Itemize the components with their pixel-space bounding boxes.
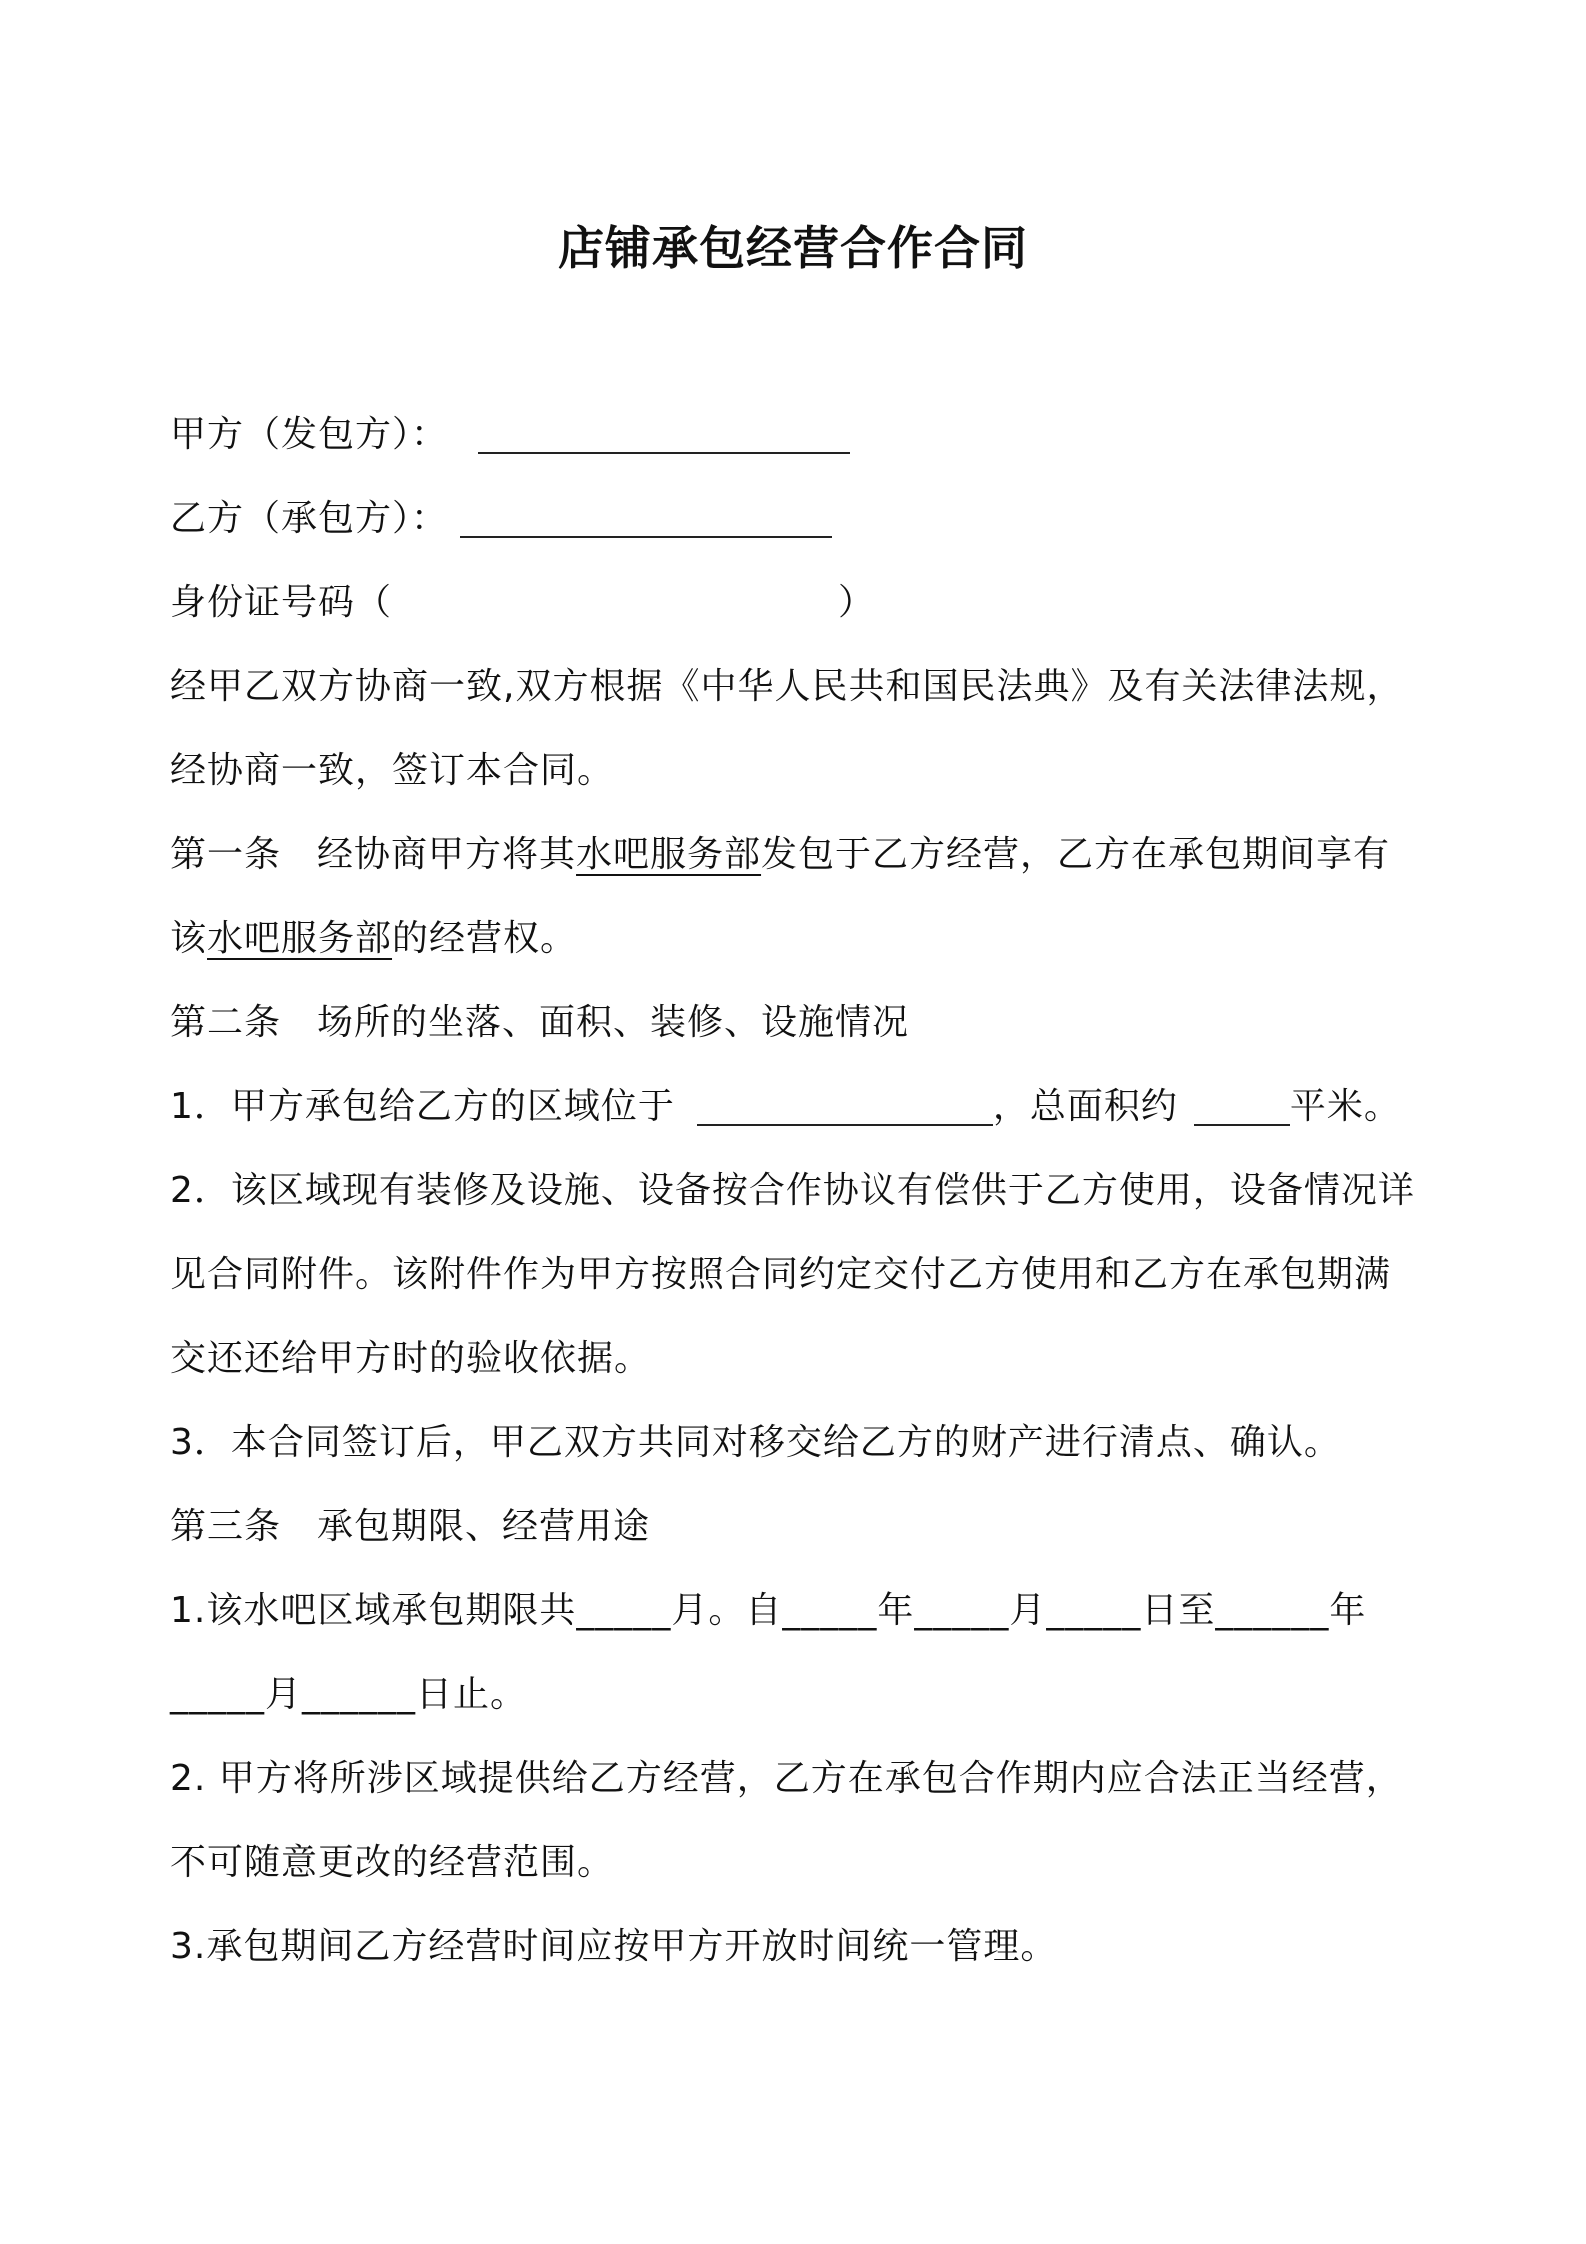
article-2-item-1-unit: 平米。 bbox=[1289, 1086, 1401, 1127]
article-2-title: 场所的坐落、面积、装修、设施情况 bbox=[317, 1002, 910, 1043]
article-2-heading: 第二条 bbox=[170, 1002, 282, 1043]
article-3-item-3: 3.承包期间乙方经营时间应按甲方开放时间统一管理。 bbox=[170, 1926, 1058, 1967]
id-number-close: ） bbox=[838, 582, 876, 623]
article-1-underlined-term-2: 水吧服务部 bbox=[207, 918, 393, 959]
article-1-text: 经协商甲方将其 bbox=[317, 834, 577, 875]
article-3-heading: 第三条 bbox=[170, 1506, 282, 1547]
party-b-blank bbox=[460, 506, 832, 538]
article-3-item-1-line-2: _____月______日止。 bbox=[170, 1674, 528, 1715]
document-title: 店铺承包经营合作合同 bbox=[558, 221, 1028, 275]
article-3-heading-line bbox=[170, 1502, 650, 1552]
party-b-line bbox=[170, 494, 832, 544]
article-3-title: 承包期限、经营用途 bbox=[317, 1506, 651, 1547]
party-a-blank bbox=[478, 422, 850, 454]
article-2-item-1 bbox=[170, 1082, 1401, 1132]
article-2-item-2-line-3: 交还还给甲方时的验收依据。 bbox=[170, 1338, 652, 1379]
article-1-line-2 bbox=[170, 914, 577, 964]
article-2-item-2-line-1: 2．该区域现有装修及设施、设备按合作协议有偿供于乙方使用，设备情况详 bbox=[170, 1170, 1415, 1211]
article-1-line-1 bbox=[170, 830, 1390, 880]
area-blank bbox=[1194, 1094, 1290, 1126]
article-3-item-1-line-1: 1.该水吧区域承包期限共_____月。自_____年_____月_____日至______年 bbox=[170, 1590, 1367, 1631]
id-number-line bbox=[170, 578, 875, 628]
id-number-label: 身份证号码（ bbox=[170, 582, 393, 623]
location-blank bbox=[697, 1094, 993, 1126]
article-1-text-2-cont: 的经营权。 bbox=[392, 918, 578, 959]
article-3-item-2-line-1: 2. 甲方将所涉区域提供给乙方经营，乙方在承包合作期内应合法正当经营， bbox=[170, 1758, 1403, 1799]
party-a-line bbox=[170, 410, 850, 460]
intro-line-2: 经协商一致，签订本合同。 bbox=[170, 750, 615, 791]
party-a-label: 甲方（发包方）： bbox=[170, 414, 449, 455]
article-1-underlined-term: 水吧服务部 bbox=[576, 834, 762, 875]
article-2-item-3: 3．本合同签订后，甲乙双方共同对移交给乙方的财产进行清点、确认。 bbox=[170, 1422, 1341, 1463]
article-2-item-1-text: 1．甲方承包给乙方的区域位于 bbox=[170, 1086, 675, 1127]
party-b-label: 乙方（承包方）： bbox=[170, 498, 449, 539]
article-2-heading-line bbox=[170, 998, 909, 1048]
article-1-text-cont: 发包于乙方经营，乙方在承包期间享有 bbox=[761, 834, 1391, 875]
article-1-heading: 第一条 bbox=[170, 834, 282, 875]
article-3-item-2-line-2: 不可随意更改的经营范围。 bbox=[170, 1842, 615, 1883]
article-2-item-2-line-2: 见合同附件。该附件作为甲方按照合同约定交付乙方使用和乙方在承包期满 bbox=[170, 1254, 1392, 1295]
article-2-item-1-area-label: ，总面积约 bbox=[992, 1086, 1178, 1127]
article-1-text-2: 该 bbox=[170, 918, 208, 959]
intro-line-1: 经甲乙双方协商一致,双方根据《中华人民共和国民法典》及有关法律法规， bbox=[170, 666, 1404, 707]
